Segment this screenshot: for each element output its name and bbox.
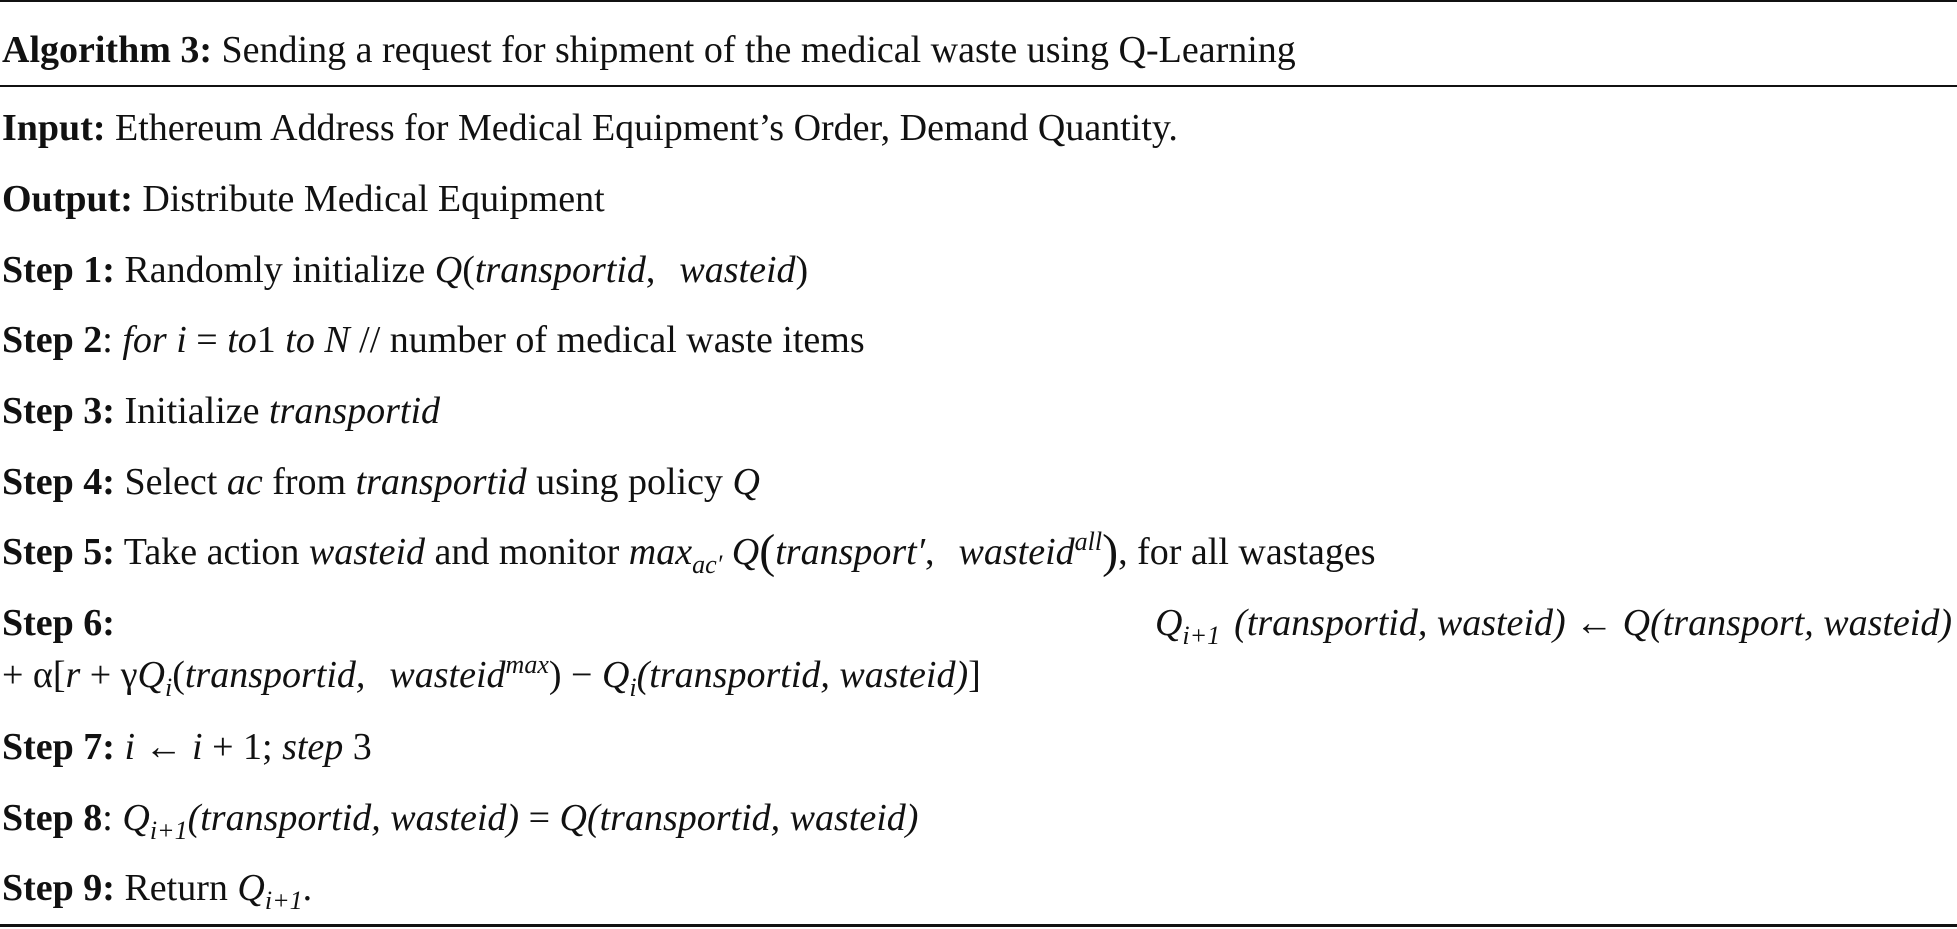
step-5-arg2: wasteid <box>958 531 1075 573</box>
step-2-colon: : <box>102 319 113 361</box>
step-7-plus: + 1; <box>202 726 273 768</box>
step-2-for: for i <box>122 319 187 361</box>
output-label: Output: <box>2 178 133 220</box>
step-3-var: transportid <box>269 390 441 432</box>
input-text: Ethereum Address for Medical Equipment’s Order, Demand Quantity. <box>115 107 1178 149</box>
step-6-plus-alpha: + α <box>2 654 53 696</box>
output-text: Distribute Medical Equipment <box>142 178 605 220</box>
step-6-formula-first-line <box>1154 601 1952 650</box>
step-2-one: 1 <box>256 319 276 361</box>
step-8-eq: = <box>519 797 560 839</box>
step-3-text: Initialize <box>124 390 260 432</box>
step-8-colon: : <box>102 797 113 839</box>
step-6-qi2: Q <box>601 654 630 696</box>
title-text: Sending a request for shipment of the medical waste using Q-Learning <box>221 29 1296 71</box>
step-1-comma: , <box>645 249 656 291</box>
step-5-lparen: ( <box>759 525 776 578</box>
step-5-t2: and monitor <box>434 531 620 573</box>
step-9-text: Return <box>124 867 228 909</box>
step-6-lparen: ( <box>172 654 185 696</box>
step-5 <box>2 525 1376 579</box>
title-rule <box>0 85 1957 87</box>
step-6-continuation <box>2 650 981 702</box>
step-7-i1: i <box>124 726 136 768</box>
step-4 <box>2 460 760 504</box>
step-5-arg1: transport′ <box>775 531 926 573</box>
step-3-label: Step 3: <box>2 390 115 432</box>
step-2-eq: = <box>186 319 228 361</box>
step-6-r: r <box>65 654 81 696</box>
step-1 <box>2 248 808 292</box>
step-5-rparen: ) <box>1102 525 1119 578</box>
top-rule <box>0 0 1957 2</box>
step-5-label: Step 5: <box>2 531 115 573</box>
step-6-arg2-sup: max <box>505 650 549 679</box>
step-9-q: Q <box>237 867 265 909</box>
step-2-comment: // number of medical waste items <box>349 319 865 361</box>
step-6-minus: − <box>561 654 602 696</box>
step-6-q: Q <box>1154 602 1183 644</box>
step-8-label: Step 8 <box>2 797 103 839</box>
step-6-lbracket: [ <box>52 654 66 696</box>
step-8-q: Q <box>122 797 150 839</box>
step-4-t1: Select <box>124 461 218 503</box>
step-7-num: 3 <box>343 726 372 768</box>
output-line <box>2 177 605 221</box>
step-4-v1: ac <box>226 461 263 503</box>
step-8 <box>2 796 919 845</box>
step-9-period: . <box>302 867 313 909</box>
step-6-q-sub: i+1 <box>1182 621 1221 650</box>
step-6-rhs-args: (transport, wasteid) <box>1650 602 1952 644</box>
step-2 <box>2 318 865 362</box>
step-6-arrow: ← <box>1565 602 1623 644</box>
step-6-qi2-sub: i <box>629 673 637 702</box>
step-4-v3: Q <box>732 461 760 503</box>
step-1-arg2: wasteid <box>679 249 796 291</box>
step-6-label: Step 6: <box>2 602 115 644</box>
step-2-label: Step 2 <box>2 319 103 361</box>
step-1-text: Randomly initialize <box>124 249 426 291</box>
algorithm-title <box>2 28 1296 72</box>
step-2-to: to <box>227 319 257 361</box>
step-4-label: Step 4: <box>2 461 115 503</box>
step-7-i2: i <box>192 726 203 768</box>
step-7-label: Step 7: <box>2 726 115 768</box>
step-8-q2: Q <box>559 797 587 839</box>
step-6-qi: Q <box>137 654 165 696</box>
step-9-label: Step 9: <box>2 867 115 909</box>
step-8-q-sub: i+1 <box>149 816 188 845</box>
step-5-v1: wasteid <box>308 531 426 573</box>
step-6-rbracket: ] <box>968 654 981 696</box>
input-label: Input: <box>2 107 106 149</box>
step-5-q: Q <box>731 531 760 573</box>
step-7-arrow: ← <box>135 726 193 768</box>
step-1-q: Q <box>434 249 463 291</box>
step-6-rhs-q: Q <box>1622 602 1651 644</box>
step-8-args1: (transportid, wasteid) <box>187 797 520 839</box>
step-9-q-sub: i+1 <box>264 886 303 915</box>
step-2-to-n: to N <box>275 319 350 361</box>
step-6-plus-gamma: + γ <box>80 654 138 696</box>
step-5-t1: Take action <box>123 531 300 573</box>
step-5-max-sub: ac′ <box>692 550 723 579</box>
step-1-label: Step 1: <box>2 249 115 291</box>
step-6-arg2: wasteid <box>389 654 506 696</box>
step-6 <box>2 601 1952 650</box>
step-1-arg1: transportid <box>474 249 646 291</box>
step-6-arg1: transportid, <box>184 654 366 696</box>
step-4-t3: using policy <box>536 461 723 503</box>
step-1-rparen: ) <box>795 249 809 291</box>
title-label: Algorithm 3: <box>2 29 213 71</box>
bottom-rule <box>0 924 1957 927</box>
step-3 <box>2 389 440 433</box>
step-5-max: max <box>628 531 693 573</box>
step-5-arg2-sup: all <box>1074 527 1103 556</box>
step-4-t2: from <box>272 461 347 503</box>
step-6-qi-sub: i <box>164 673 173 702</box>
step-5-comma: , <box>925 531 935 573</box>
step-5-tail: , for all wastages <box>1118 531 1376 573</box>
input-line <box>2 106 1178 150</box>
step-6-tail-args: (transportid, wasteid) <box>636 654 969 696</box>
step-7-step-kw: step <box>282 726 344 768</box>
step-6-rparen: ) <box>548 654 562 696</box>
step-9 <box>2 866 313 915</box>
step-4-v2: transportid <box>355 461 527 503</box>
step-7 <box>2 725 372 769</box>
step-8-args2: (transportid, wasteid) <box>586 797 919 839</box>
step-6-lhs-args: (transportid, wasteid) <box>1234 602 1566 644</box>
step-1-lparen: ( <box>462 249 475 291</box>
